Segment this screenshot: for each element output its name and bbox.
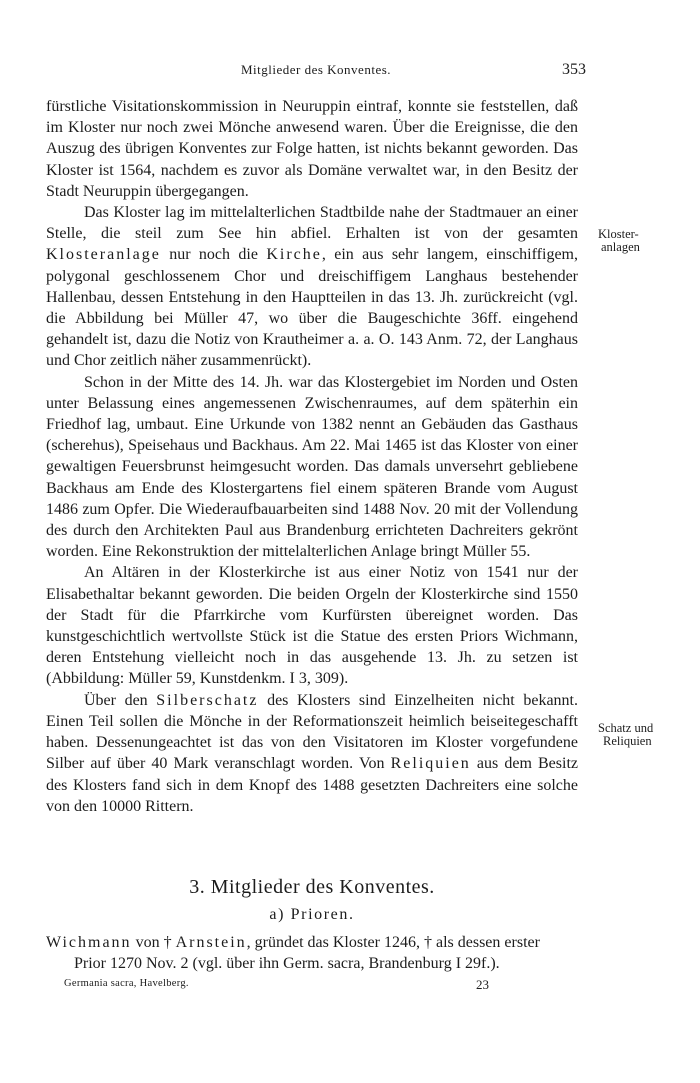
paragraph-text: aus dem Besitz des Klosters fand sich in dem Knopf des 1488 gesetzten Dachreiters eine solche von den 10000 Rittern. xyxy=(46,755,578,815)
footer-series-title: Germania sacra, Havelberg. xyxy=(64,978,189,989)
margin-note-line: anlagen xyxy=(601,240,640,254)
paragraph-text: des Klosters sind Einzelheiten nicht bekannt. Einen Teil sollen die Mönche in der Reformationszeit heimlich beiseitegeschafft haben. Dessenungeachtet ist das von den Visitatoren im Kloster vorgefundene Silber auf über 40 Mark veranschlagt worden. Von xyxy=(46,691,578,773)
margin-note-line: Schatz und xyxy=(598,721,654,735)
prior-name: Wichmann xyxy=(46,934,132,951)
page-footer xyxy=(64,978,584,994)
prior-place: Arnstein xyxy=(175,934,247,951)
prior-entry-text: , gründet das Kloster 1246, † als dessen erster xyxy=(246,934,540,951)
emphasized-term: Silberschatz xyxy=(156,691,259,709)
margin-note-line: Reliquien xyxy=(603,734,652,748)
paragraph-text: Schon in der Mitte des 14. Jh. war das Klostergebiet im Norden und Osten unter Belassung eines angemessenen Zwischenraumes, auf dem späterhin ein Friedhof lag, umbaut. Eine Urkunde von 1382 nennt an Gebäuden das Gasthaus (scherehus), Speisehaus und Backhaus. Am 22. Mai 1465 ist das Kloster von einer gewaltigen Feuersbrunst heimgesucht worden. Das damals unversehrt gebliebene Backhaus am Ende des Klostergartens fiel einem späteren Brande vom August 1486 zum Opfer. Die Wiederaufbauarbeiten sind 1488 Nov. 20 mit der Vollendung des durch den Architekten Paul aus Brandenburg errichteten Dachreiters gekrönt worden. Eine Rekonstruktion der mittelalterlichen Anlage bringt Müller 55. xyxy=(46,373,578,561)
paragraph-text: nur noch die xyxy=(160,246,267,264)
margin-note-klosteranlagen xyxy=(598,228,678,254)
paragraph-text: An Altären in der Klosterkirche ist aus einer Notiz von 1541 nur der Elisabethaltar bekannt geworden. Die beiden Orgeln der Klosterkirche sind 1550 der Stadt für die Pfarrkirche vom Kurfürsten übereignet worden. Das kunstgeschichtlich wertvollste Stück ist die Statue des ersten Priors Wichmann, deren Entstehung vielleicht noch in das ausgehende 13. Jh. zu setzen ist (Abbildung: Müller 59, Kunstdenkm. I 3, 309). xyxy=(46,564,578,688)
body-paragraph xyxy=(46,690,578,817)
body-paragraph xyxy=(46,96,578,202)
sub-heading: a) Prioren. xyxy=(269,906,355,923)
body-text xyxy=(46,96,578,817)
prior-entry-continuation: Prior 1270 Nov. 2 (vgl. über ihn Germ. sacra, Brandenburg I 29f.). xyxy=(74,955,500,972)
running-header xyxy=(46,62,586,82)
emphasized-term: Kirche xyxy=(266,246,322,264)
section-heading: 3. Mitglieder des Konventes. xyxy=(189,876,435,898)
paragraph-text: fürstliche Visitationskommission in Neuruppin eintraf, konnte sie feststellen, daß im Kloster nur noch zwei Mönche anwesend waren. Über die Ereignisse, die den Auszug des übrigen Konventes zur Folge hatten, ist nichts bekannt geworden. Das Kloster ist 1564, nachdem es zuvor als Domäne verwaltet war, in den Besitz der Stadt Neuruppin übergegangen. xyxy=(46,98,578,200)
prior-entry-line xyxy=(46,932,578,953)
prior-entry xyxy=(46,932,578,974)
prior-connector: von † xyxy=(131,934,176,951)
paragraph-text: , ein aus sehr langem, einschiffigem, polygonal geschlossenem Chor und dreischiffigem Langhaus bestehender Hallenbau, dessen Entstehung in den Hauptteilen in das 13. Jh. zurückreicht (vgl. die Abbildung bei Müller 47, wo über die Baugeschichte 36ff. eingehend gehandelt ist, dazu die Notiz von Krautheimer a. a. O. 143 Anm. 72, der Langhaus und Chor zeitlich näher zusammenrückt). xyxy=(46,246,578,370)
emphasized-term: Klosteranlage xyxy=(46,246,161,264)
paragraph-text: Über den xyxy=(84,691,157,709)
running-header-title: Mitglieder des Konventes. xyxy=(240,62,392,77)
paragraph-text: Das Kloster lag im mittelalterlichen Stadtbilde nahe der Stadtmauer an einer Stelle, die steil zum See hin abfiel. Erhalten ist von der gesamten xyxy=(46,204,578,243)
margin-note-line: Kloster- xyxy=(598,227,639,241)
margin-note-schatz-und-reliquien xyxy=(598,722,678,748)
page-number: 353 xyxy=(562,61,586,78)
body-paragraph xyxy=(46,372,578,563)
emphasized-term: Reliquien xyxy=(390,755,471,773)
body-paragraph xyxy=(46,202,578,372)
body-paragraph xyxy=(46,562,578,689)
signature-mark: 23 xyxy=(476,977,489,992)
